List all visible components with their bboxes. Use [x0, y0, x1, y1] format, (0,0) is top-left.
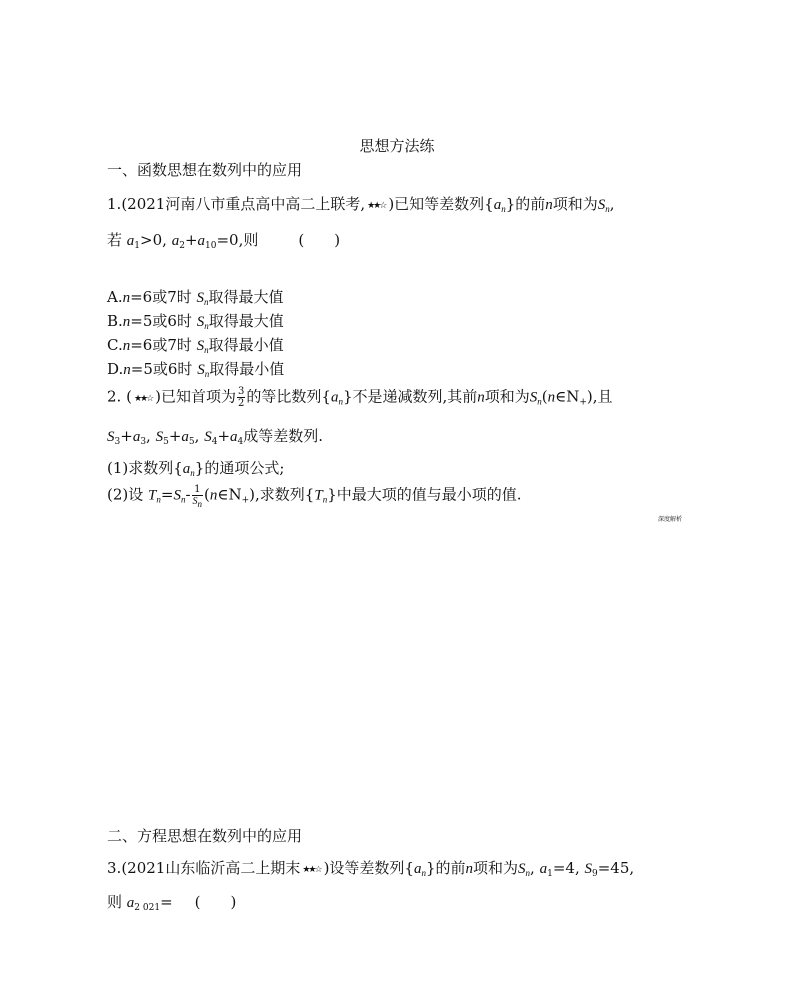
question-1-line-2: 若 $a_1>0$, $a_2+a_{10}=0$,则 ( ) [107, 231, 341, 251]
fraction: $\frac{1}{S_n}$ [192, 484, 203, 509]
question-source: (2021河南八市重点高中高二上联考, [121, 195, 366, 213]
question-number: 2. [107, 387, 122, 406]
deep-analysis-link[interactable]: 深度解析 [658, 516, 683, 523]
fraction: $\frac{3}{2}$ [238, 386, 245, 409]
section-heading-2: 二、方程思想在数列中的应用 [107, 827, 303, 845]
section-heading-1: 一、函数思想在数列中的应用 [107, 161, 303, 179]
question-3-line-2: 则 $a_{2 021}=$ ( ) [107, 893, 237, 913]
question-2-line-2: $S_3+a_3$, $S_5+a_5$, $S_4+a_4$成等差数列. [107, 427, 324, 447]
answer-blank: ( ) [298, 231, 341, 249]
question-2-part-1: (1)求数列$\{a_n\}$的通项公式; [107, 459, 285, 478]
question-2-line-1: 2. ( ★★☆ )已知首项为 $\frac{3}{2}$ 的等比数列$\{a_n\}$不是递减数列,其前n项和为$S_n(n\in N_+)$,且 [107, 386, 613, 409]
question-number: 1. [107, 195, 122, 213]
question-number: 3. [107, 859, 122, 877]
difficulty-stars-icon: ★★☆ [367, 201, 386, 211]
answer-blank: ( ) [194, 893, 237, 911]
page-title: 思想方法练 [359, 137, 435, 155]
difficulty-stars-icon: ★★☆ [133, 393, 153, 404]
question-3-line-1: 3.(2021山东临沂高二上期末 ★★☆ )设等差数列$\{a_n\}$的前n项和为$S_n$, $a_1=4$, $S_9=45$, [107, 859, 635, 879]
option-b: B.n=5或6时 $S_n$取得最大值 [107, 312, 284, 331]
option-d: D.n=5或6时 $S_n$取得最小值 [107, 360, 285, 379]
option-c: C.n=6或7时 $S_n$取得最小值 [107, 336, 284, 355]
difficulty-stars-icon: ★★☆ [302, 865, 321, 875]
question-1-line-1: 1.(2021河南八市重点高中高二上联考, ★★☆ )已知等差数列$\{a_n\}$的前n项和为$S_n$, [107, 195, 615, 214]
option-a: A.n=6或7时 $S_n$取得最大值 [107, 288, 284, 307]
question-2-part-2: (2)设 $T_n=S_n-$ $\frac{1}{S_n}$ $(n\in N_+)$,求数列$\{T_n\}$中最大项的值与最小项的值. [107, 484, 522, 509]
question-source: (2021山东临沂高二上期末 [121, 859, 301, 877]
